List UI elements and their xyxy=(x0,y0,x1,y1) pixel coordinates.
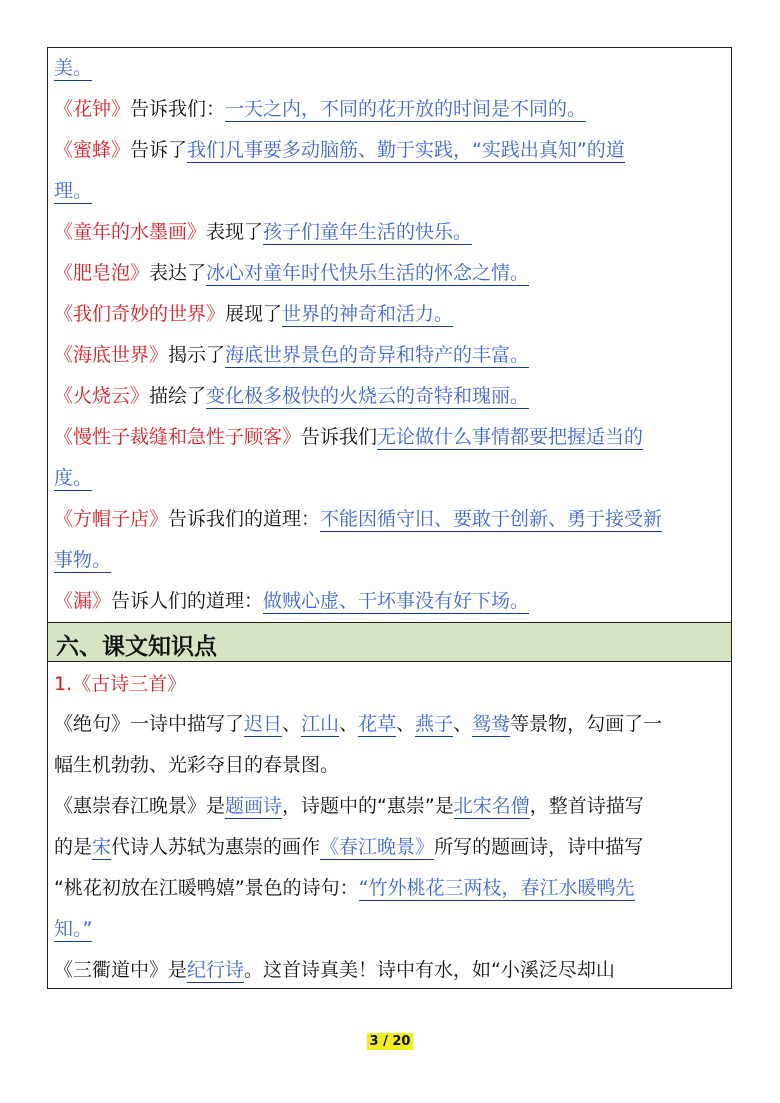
answer-text: 鸳鸯 xyxy=(472,713,511,735)
text-line xyxy=(54,868,725,909)
content-table xyxy=(47,47,732,989)
text-line xyxy=(54,171,725,212)
text-line xyxy=(54,294,725,335)
plain-text: ，诗题中的“惠崇”是 xyxy=(282,795,454,817)
answer-text: 一天之内，不同的花开放的时间是不同的。 xyxy=(225,98,587,120)
lesson-title: 《海底世界》 xyxy=(54,344,169,366)
answer-text: 美。 xyxy=(54,57,93,79)
text-line xyxy=(54,540,725,581)
answer-text: 知。” xyxy=(54,918,93,940)
plain-text: 、 xyxy=(453,713,473,735)
text-line xyxy=(54,89,725,130)
knowledge-section xyxy=(48,664,731,991)
text-line xyxy=(54,704,725,745)
plain-text: “桃花初放在江暖鸭嬉”景色的诗句： xyxy=(54,877,359,899)
section-header xyxy=(48,622,731,662)
answer-text: 花草 xyxy=(358,713,397,735)
plain-text: 告诉我们： xyxy=(130,98,226,120)
lesson-title: 《花钟》 xyxy=(54,98,131,120)
answer-text: 宋 xyxy=(92,836,112,858)
plain-text: 《绝句》一诗中描写了 xyxy=(54,713,245,735)
text-line xyxy=(54,253,725,294)
lesson-title: 《方帽子店》 xyxy=(54,508,169,530)
answer-text: 江山 xyxy=(301,713,340,735)
text-line xyxy=(54,376,725,417)
plain-text: 告诉了 xyxy=(130,139,188,161)
text-line xyxy=(54,417,725,458)
plain-text: 表达了 xyxy=(149,262,207,284)
answer-text: “竹外桃花三两枝，春江水暖鸭先 xyxy=(358,877,635,899)
plain-text: 、 xyxy=(396,713,416,735)
answer-text: 无论做什么事情都要把握适当的 xyxy=(377,426,644,448)
answer-text: 世界的神奇和活力。 xyxy=(282,303,454,325)
lesson-title: 《慢性子裁缝和急性子顾客》 xyxy=(54,426,302,448)
plain-text: 描绘了 xyxy=(149,385,207,407)
text-line xyxy=(54,48,725,89)
plain-text: 《三衢道中》是 xyxy=(54,959,188,981)
lesson-title: 《蜜蜂》 xyxy=(54,139,131,161)
text-line xyxy=(54,130,725,171)
answer-text: 燕子 xyxy=(415,713,454,735)
plain-text: 告诉我们 xyxy=(301,426,378,448)
plain-text: 代诗人苏轼为惠崇的画作 xyxy=(111,836,321,858)
plain-text: 幅生机勃勃、光彩夺目的春景图。 xyxy=(54,754,340,776)
summary-section xyxy=(48,48,731,622)
page-number: 3 / 20 xyxy=(367,1033,414,1050)
answer-text: 海底世界景色的奇异和特产的丰富。 xyxy=(225,344,530,366)
answer-text: 冰心对童年时代快乐生活的怀念之情。 xyxy=(206,262,530,284)
text-line xyxy=(54,745,725,786)
text-line xyxy=(54,335,725,376)
answer-text: 变化极多极快的火烧云的奇特和瑰丽。 xyxy=(206,385,530,407)
page-footer xyxy=(0,1030,780,1049)
text-line xyxy=(54,950,725,991)
plain-text: 表现了 xyxy=(206,221,264,243)
lesson-title: 《肥皂泡》 xyxy=(54,262,150,284)
text-line xyxy=(54,909,725,950)
plain-text: 等景物，勾画了一 xyxy=(510,713,663,735)
plain-text: 所写的题画诗，诗中描写 xyxy=(434,836,644,858)
text-line xyxy=(54,458,725,499)
text-line xyxy=(54,827,725,868)
answer-text: 理。 xyxy=(54,180,93,202)
answer-text: 事物。 xyxy=(54,549,112,571)
answer-text: 北宋名僧 xyxy=(453,795,530,817)
answer-text: 度。 xyxy=(54,467,93,489)
plain-text: 、 xyxy=(339,713,359,735)
lesson-title: 《漏》 xyxy=(54,590,112,612)
plain-text: 展现了 xyxy=(225,303,283,325)
answer-text: 纪行诗 xyxy=(187,959,245,981)
plain-text: 告诉人们的道理： xyxy=(111,590,264,612)
text-line xyxy=(54,499,725,540)
section-title: 六、课文知识点 xyxy=(56,634,217,660)
plain-text: 揭示了 xyxy=(168,344,226,366)
plain-text: ，整首诗描写 xyxy=(529,795,644,817)
plain-text: 告诉我们的道理： xyxy=(168,508,321,530)
answer-text: 题画诗 xyxy=(225,795,283,817)
answer-text: 迟日 xyxy=(244,713,283,735)
answer-text: 我们凡事要多动脑筋、勤于实践，“实践出真知”的道 xyxy=(187,139,625,161)
plain-text: 。这首诗真美！诗中有水，如“小溪泛尽却山 xyxy=(244,959,615,981)
plain-text: 的是 xyxy=(54,836,93,858)
text-line xyxy=(54,212,725,253)
answer-text: 不能因循守旧、要敢于创新、勇于接受新 xyxy=(320,508,663,530)
lesson-title: 《火烧云》 xyxy=(54,385,150,407)
answer-text: 《春江晚景》 xyxy=(320,836,435,858)
plain-text: 《惠崇春江晚景》是 xyxy=(54,795,226,817)
lesson-title: 《童年的水墨画》 xyxy=(54,221,207,243)
answer-text: 孩子们童年生活的快乐。 xyxy=(263,221,473,243)
text-line xyxy=(54,786,725,827)
subsection-title: 1.《古诗三首》 xyxy=(54,673,187,695)
answer-text: 做贼心虚、干坏事没有好下场。 xyxy=(263,590,530,612)
text-line xyxy=(54,581,725,622)
lesson-title: 《我们奇妙的世界》 xyxy=(54,303,226,325)
plain-text: 、 xyxy=(282,713,302,735)
